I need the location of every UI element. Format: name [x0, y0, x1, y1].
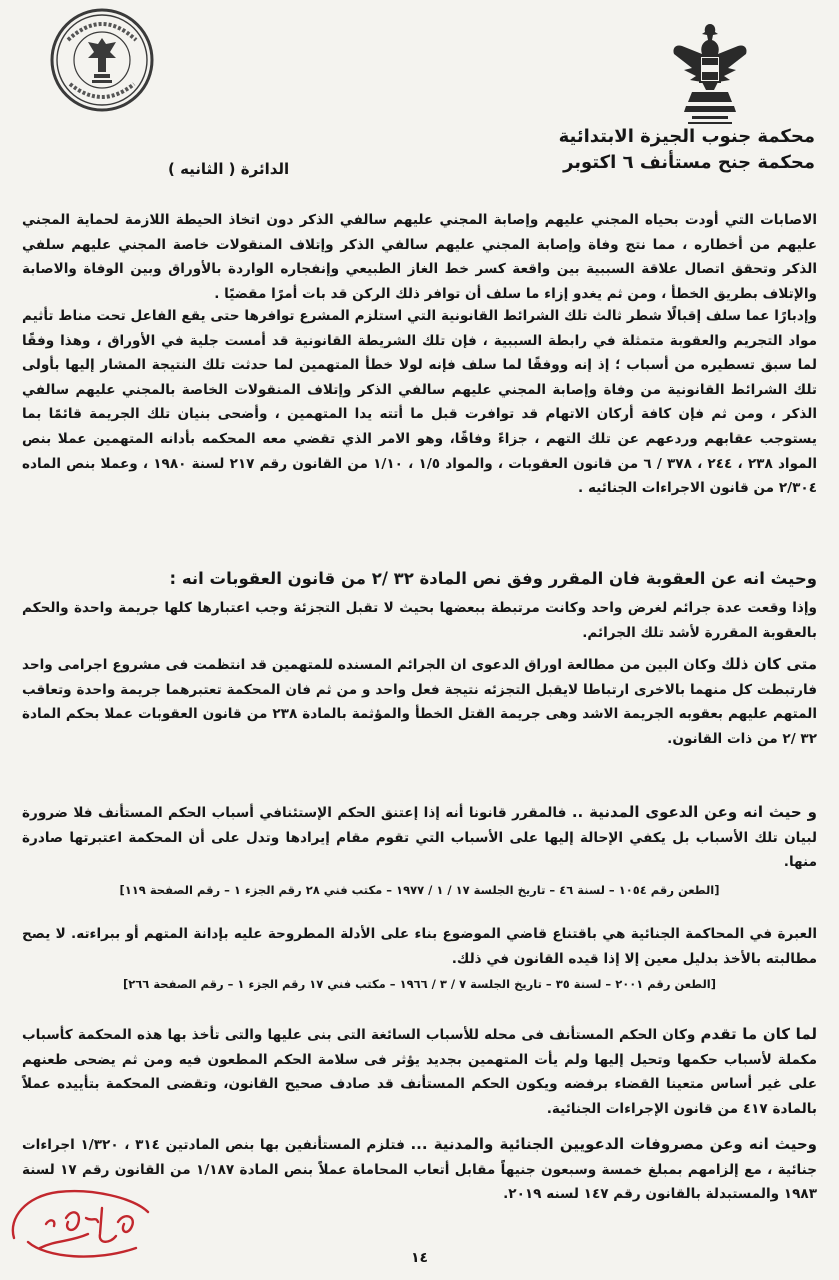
paragraph-lead: لما كان ما تقدم [700, 1025, 818, 1043]
circuit-label: الدائرة ( الثانيه ) [168, 160, 290, 178]
paragraph-civil-suit [22, 800, 817, 875]
paragraph-text: وكان الحكم المستأنف فى محله للأسباب السائغة التى بنى عليها والتى تأخذ بها هذه المحكمة كأسباب مكملة لأسباب حكمها وتحيل إليها ولم يأت المتهمين بجديد يؤثر فى سلامة الحكم المطعون فيه ومن ثم يضحى طعنهم على غير أساس متعينا القضاء برفضه ويكون الحكم المستأنف قد صادف صحيح القانون، وتقضى المحكمة بتأييده عملاً بالمادة ٤١٧ من قانون الإجراءات الجنائية. [22, 1027, 817, 1117]
paragraph-text: وكان البين من مطالعة اوراق الدعوى ان الجرائم المسنده للمتهمين قد انتظمت فى مشروع اجرامى واحد فارتبطت كل منهما بالاخرى ارتباطا لايقبل التجزئه نتيجة فعل واحد و من ثم فان المحكمة تعتبرهما جريمة واحدة وتعاقب المتهم عليهم بعقوبه الجريمة الاشد وهى جريمة القتل الخطأ والمؤثمة بالمادة ٢٣٨ من قانون العقوبات عملا بحكم المادة ٣٢ /٢ من ذات القانون. [22, 657, 818, 747]
court-division: محكمة جنح مستأنف ٦ اكتوبر [563, 152, 815, 173]
citation-appeal-1054: [الطعن رقم ١٠٥٤ – لسنة ٤٦ – تاريخ الجلسة ١٧ / ١ / ١٩٧٧ – مكتب فني ٢٨ رقم الجزء ١ – رقم الصفحة ١١٩] [119, 883, 720, 897]
court-name: محكمة جنوب الجيزة الابتدائية [558, 126, 815, 147]
paragraph-lead: و حيث انه وعن الدعوى المدنية .. [571, 803, 817, 821]
citation-appeal-2001: [الطعن رقم ٢٠٠١ – لسنة ٣٥ – تاريخ الجلسة ٧ / ٣ / ١٩٦٦ – مكتب فني ١٧ رقم الجزء ١ – رقم الصفحة ٢٦٦] [123, 977, 716, 991]
paragraph-article-32: وإذا وقعت عدة جرائم لغرض واحد وكانت مرتبطة ببعضها بحيث لا تقبل التجزئة وجب اعتبارها كلها جريمة واحدة والحكم بالعقوبة المقررة لأشد تلك الجرائم. [22, 600, 817, 641]
paragraph-causation: الاصابات التي أودت بحياه المجني عليهم وإصابة المجني عليهم سالفي الذكر دون اتخاذ الحيطة اللازمة لحماية المجني عليهم من أخطاره ، مما نتج وفاة وإصابة المجني عليهم سالفي الذكر وإتلاف المنقولات خاصة المجني عليهم سلفي الذكر وتحقق اتصال علاقة السببية بين واقعة كسر خط الغاز الطبيعي وإنفجاره الواردة بالأوراق وبين الوفاة والاصابة والإتلاف بطريق الخطأ ، ومن ثم يغدو إزاء ما سلف أن توافر ذلك الركن قد بات أمرًا مقضيًا . [22, 212, 817, 302]
court-seal-icon [48, 6, 156, 114]
paragraph-text: فالمقرر قانونا أنه إذا إعتنق الحكم الإستئنافي أسباب الحكم المستأنف فلا ضرورة لبيان تلك الأسباب بل يكفي الإحالة إليها على الأسباب التي تقوم مقام إيرادها وتدل على أن المحكمة اعتبرتها صادرة منها. [22, 805, 817, 871]
paragraph-lead: متى كان ذلك [721, 655, 817, 673]
paragraph-conviction-basis: العبرة في المحاكمة الجنائية هي باقتناع قاضي الموضوع بناء على الأدلة المطروحة عليه بإدانة المتهم أو ببراءته. لا يصح مطالبته بالأخذ بدليل معين إلا إذا قيده القانون في ذلك. [22, 926, 817, 967]
eagle-emblem-icon [662, 18, 758, 128]
paragraph-lead: وحيث انه وعن مصروفات الدعويين الجنائية والمدنية ... [410, 1135, 817, 1153]
paragraph-uphold-ruling [22, 1022, 817, 1121]
heading-penalty: وحيث انه عن العقوبة فان المقرر وفق نص المادة ٣٢ /٢ من قانون العقوبات انه : [169, 569, 817, 588]
paragraph-text: فتلزم المستأنفين بها بنص المادتين ٣١٤ ، ١/٣٢٠ اجراءات جنائية ، مع إلزامهم بمبلغ خمسة وسبعون جنيهاً مقابل أتعاب المحاماة عملاً بنص المادة ١/١٨٧ من القانون رقم ١٧ لسنة ١٩٨٣ والمستبدلة بالقانون رقم ١٤٧ لسنه ٢٠١٩. [22, 1137, 817, 1203]
paragraph-merged-crimes [22, 652, 817, 751]
paragraph-causal-link: وإدبارًا عما سلف إقبالًا شطر ثالث تلك الشرائط القانونية التي استلزم المشرع توافرها حتى يقع الفاعل تحت مناط تأثيم مواد التجريم والعقوبة متمثلة في رابطة السببية ، فإن تلك الشريطة القانونية قد أمست جلية في الأوراق ، وهذا وفقًا لما سبق تسطيره من أسباب ؛ إذ إنه ووفقًا لما سلف فإنه لولا خطأ المتهمين لما حدثت تلك النتيجة المشار إليها بأولى تلك الشرائط القانونية من وفاة وإصابة المجني عليهم سالفي الذكر وإتلاف المنقولات الخاصة بالمجني عليهم سالفي الذكر ، ومن ثم فإن كافة أركان الاتهام قد توافرت قبل ما أتته يدا المتهمين ، وأضحى بنيان تلك الجريمة قائمًا بما يستوجب عقابهم وردعهم عن تلك التهم ، جزاءً وفاقًا، وهو الامر الذي تقضي معه المحكمه بأدانه المتهمين عملا بنص المواد ٢٣٨ ، ٢٤٤ ، ٣٧٨ / ٦ من قانون العقوبات ، والمواد ١/٥ ، ١/١٠ من القانون رقم ٢١٧ لسنة ١٩٨٠ ، وعملا بنص الماده ٢/٣٠٤ من قانون الاجراءات الجنائيه . [22, 308, 817, 497]
page-number: ١٤ [410, 1250, 429, 1266]
